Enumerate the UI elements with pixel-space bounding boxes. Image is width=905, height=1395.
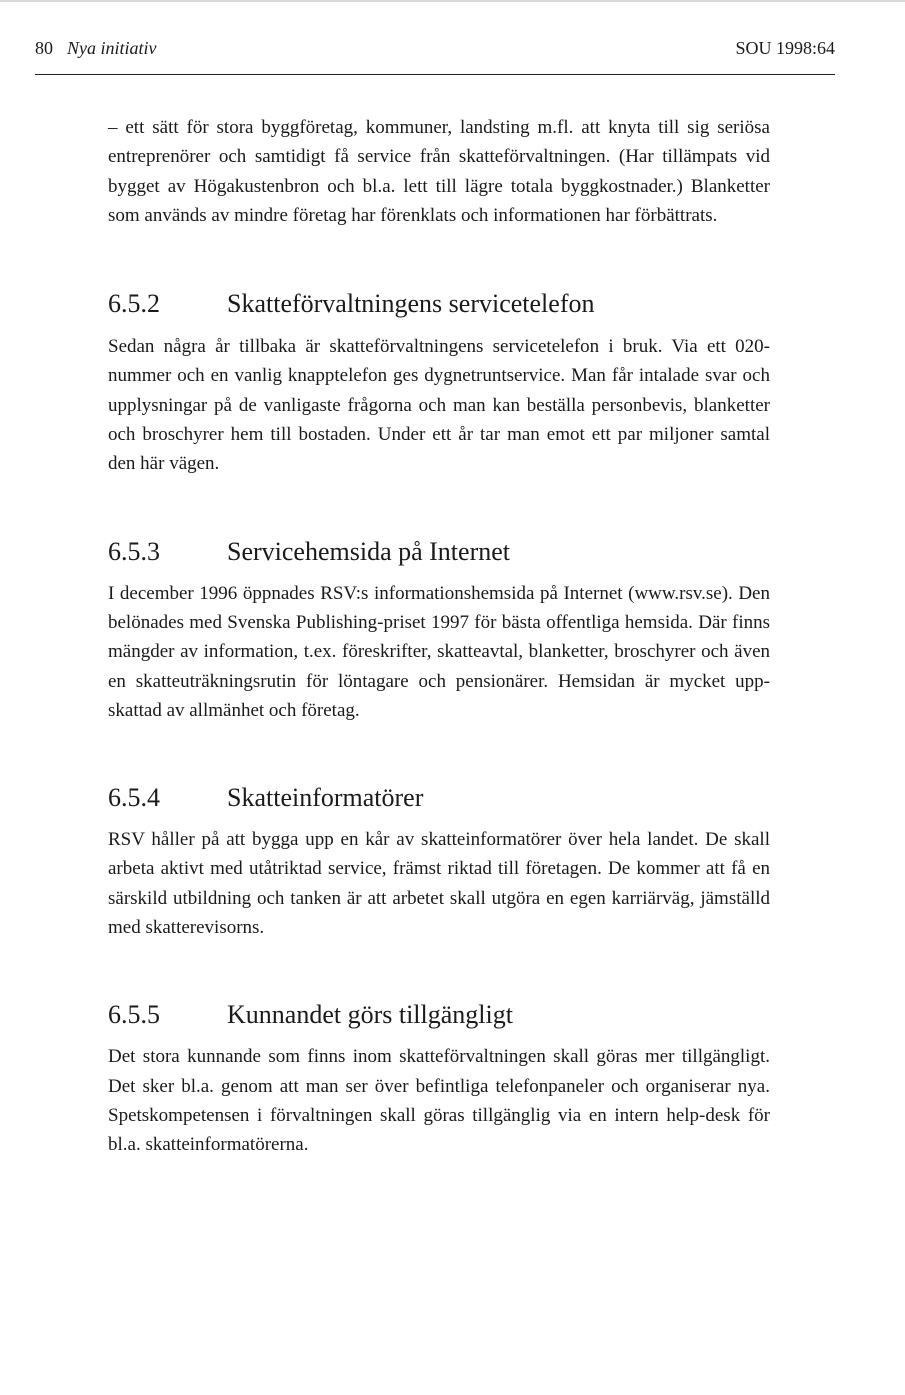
- section-paragraph-6-5-4: RSV håller på att bygga upp en kår av skatteinformatörer över hela landet. De skall arbeta aktivt med utåtriktad service, främst riktad till företagen. De kommer att få en särskild utbildning och tanken är att arbetet skall utgöra en egen karriärväg, jämställd med skatterevisorns.: [108, 829, 770, 939]
- section-heading-6-5-3: [108, 532, 770, 572]
- section-paragraph-6-5-5: Det stora kunnande som finns inom skatteförvaltningen skall göras mer tillgängligt. Det sker bl.a. genom att man ser över befintliga telefonpaneler och organiserar nya. Spetskompetensen i förvaltningen skall göras tillgänglig via en intern help-desk för bl.a. skatteinformatörerna.: [108, 1046, 770, 1156]
- section-number: 6.5.4: [108, 783, 160, 813]
- section-title: Servicehemsida på Internet: [227, 536, 510, 566]
- intro-paragraph: – ett sätt för stora byggföretag, kommuner, landsting m.fl. att knyta till sig seriösa entreprenörer och samtidigt få service från skatteförvaltningen. (Har tillämpats vid bygget av Högakustenbron och bl.a. lett till lägre totala byggkostnader.) Blanketter som används av mindre företag har förenklats och informationen har förbättrats.: [108, 117, 770, 226]
- chapter-title: Nya initiativ: [67, 38, 157, 58]
- section-heading-6-5-4: [108, 778, 770, 818]
- section-heading-6-5-2: [108, 284, 770, 324]
- section-heading-6-5-5: [108, 995, 770, 1035]
- section-number: 6.5.5: [108, 1000, 160, 1030]
- page-top-edge: [0, 0, 905, 2]
- section-number: 6.5.3: [108, 536, 160, 566]
- page-number: 80: [35, 38, 53, 58]
- section-title: Skatteinformatörer: [227, 783, 424, 813]
- section-title: Skatteförvaltningens servicetelefon: [227, 289, 595, 319]
- running-header: [35, 38, 835, 62]
- header-rule: [35, 74, 835, 75]
- section-paragraph-6-5-3: I december 1996 öppnades RSV:s informationshemsida på Internet (www.rsv.se). Den belönades med Svenska Publishing-priset 1997 för bästa offentliga hemsida. Där finns mängder av information, t.ex. föreskrifter, skatteavtal, blanketter, broschyrer och även en skatteuträkningsrutin för löntagare och pensionärer. Hemsidan är mycket uppskattad av allmänhet och företag.: [108, 582, 770, 721]
- document-id: SOU 1998:64: [735, 38, 835, 58]
- section-title: Kunnandet görs tillgängligt: [227, 1000, 513, 1030]
- section-number: 6.5.2: [108, 289, 160, 319]
- page-body: [108, 113, 770, 1160]
- section-paragraph-6-5-2: Sedan några år tillbaka är skatteförvaltningens servicetelefon i bruk. Via ett 020-nummer och en vanlig knapptelefon ges dygnetruntservice. Man får intalade svar och upplysningar på de vanligaste frågorna och man kan beställa personbevis, blanketter och broschyrer hem till bostaden. Under ett år tar man emot ett par miljoner samtal den här vägen.: [108, 336, 770, 475]
